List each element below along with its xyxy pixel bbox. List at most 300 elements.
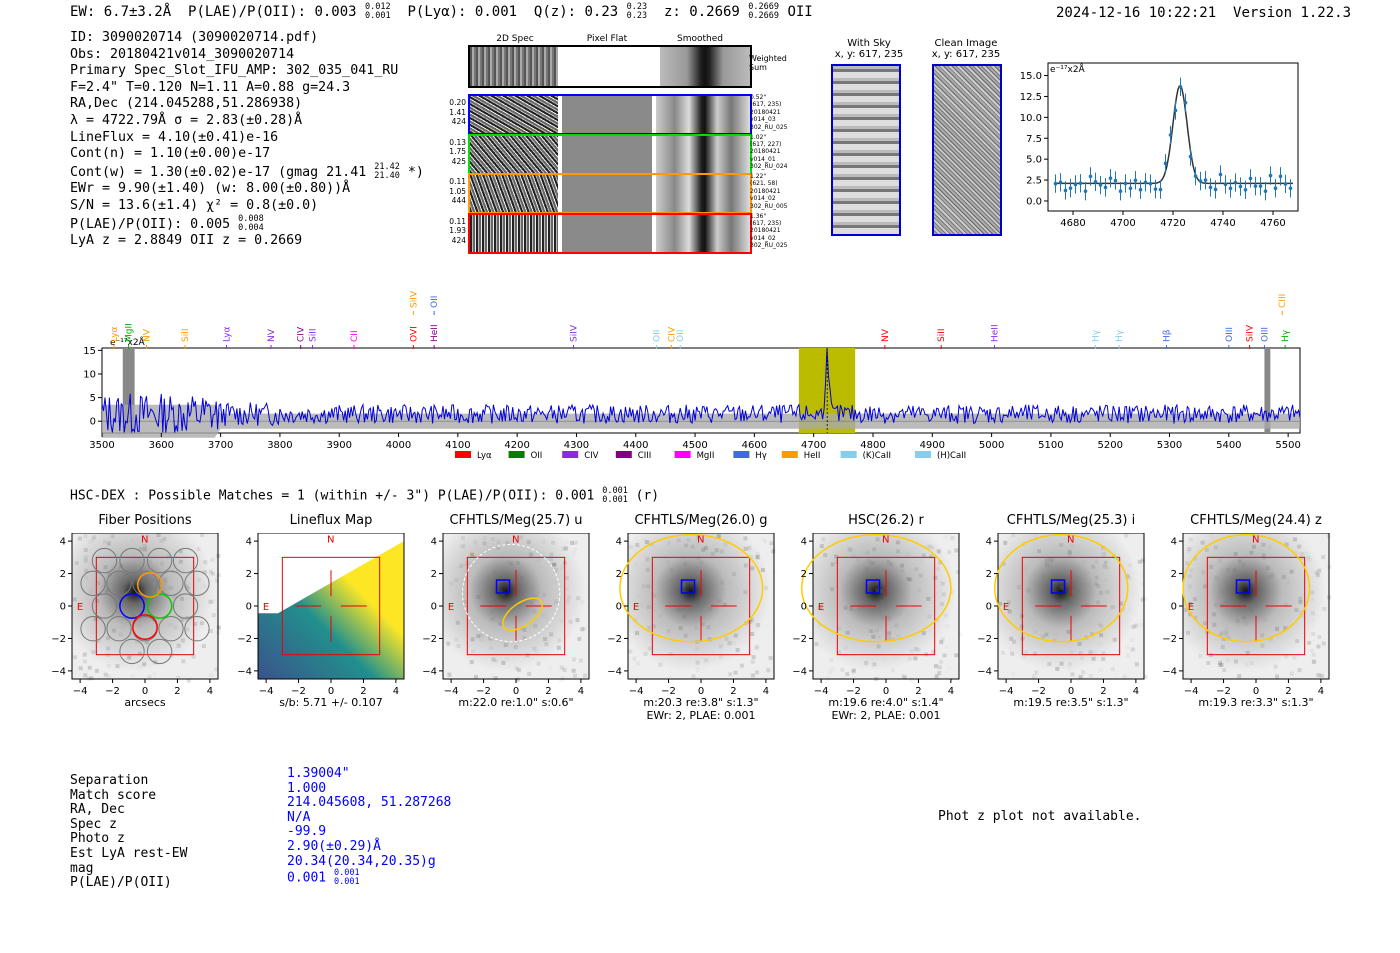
image-noise-pixel [819,644,823,648]
match-label: Separation [70,773,149,788]
image-noise-pixel [461,544,465,548]
image-noise-pixel [490,617,494,621]
image-noise-pixel [73,597,77,601]
header-plae: P(LAE)/P(OII): 0.003 [188,4,357,20]
image-noise-pixel [548,666,552,670]
image-noise-pixel [1020,624,1024,628]
image-noise-pixel [1092,657,1096,661]
image-noise-pixel [1209,565,1213,569]
image-noise-pixel [162,537,166,541]
image-noise-pixel [572,669,576,673]
image-noise-pixel [947,666,951,670]
image-noise-pixel [929,554,933,558]
fit-x-tick-label: 4720 [1160,218,1186,229]
image-noise-pixel [876,537,880,541]
header-plya: P(Lyα): 0.001 [407,4,518,20]
panel-x-tick-label: 2 [915,686,922,697]
fit-data-point [1224,183,1228,187]
image-noise-pixel [1011,671,1015,675]
image-noise-pixel [704,658,708,662]
image-noise-pixel [872,547,876,551]
image-noise-pixel [887,616,891,620]
image-noise-pixel [766,668,770,672]
image-noise-pixel [913,656,917,660]
image-noise-pixel [83,534,87,538]
image-noise-pixel [92,535,96,539]
image-noise-pixel [1201,541,1205,545]
spec-x-tick-label: 5000 [978,440,1005,451]
image-noise-pixel [1293,537,1297,541]
image-noise-pixel [937,671,941,675]
legend-label: CIII [637,451,652,461]
image-noise-pixel [1045,563,1049,567]
header-z-lo: 0.2669 [748,11,780,21]
image-noise-pixel [940,602,944,606]
fit-data-point [1244,188,1248,192]
spec-x-tick-label: 5400 [1216,440,1242,451]
image-noise-pixel [1041,635,1045,639]
image-noise-pixel [1317,635,1321,639]
panel-y-tick-label: 2 [800,569,807,581]
image-noise-pixel [548,638,552,642]
image-noise-pixel [1187,547,1191,551]
spec-x-tick-label: 4000 [385,440,412,451]
image-noise-pixel [927,615,931,619]
spec-x-tick-label: 4600 [741,440,768,451]
image-noise-pixel [919,558,923,562]
fit-data-point [1169,133,1173,137]
image-panel [42,533,228,705]
image-noise-pixel [1250,609,1254,613]
cutout-flat [562,175,652,212]
panel-x-tick-label: −4 [998,686,1014,697]
image-noise-pixel [954,653,958,657]
info-line: RA,Dec (214.045288,51.286938) [70,96,303,112]
north-label: N [327,534,335,546]
cutout-left-stats [440,177,466,206]
image-noise-pixel [667,541,671,545]
image-noise-pixel [736,648,740,652]
with-sky-title [830,38,908,60]
image-noise-pixel [1140,582,1144,586]
with-sky-xy: x, y: 617, 235 [834,49,904,60]
panel-x-tick-label: −2 [846,686,861,697]
cutout-info: 1.02" [750,133,767,141]
panel-x-tick-label: −4 [813,686,829,697]
hsc-dex-heading [70,487,659,505]
image-noise-pixel [516,643,520,647]
fit-data-point [1289,186,1293,190]
image-noise-pixel [871,630,875,634]
image-noise-pixel [542,593,546,597]
clean-xy: x, y: 617, 235 [931,49,1001,60]
fit-data-point [1284,182,1288,186]
info-line: Primary Spec_Slot_IFU_AMP: 302_035_041_RU [70,63,399,79]
image-noise-pixel [687,569,691,573]
image-noise-pixel [647,626,651,630]
image-noise-pixel [898,541,902,545]
image-noise-pixel [475,545,479,549]
image-noise-pixel [203,584,207,588]
panel-y-tick-label: 0 [59,601,66,613]
image-noise-pixel [461,536,465,540]
cutout-2d [470,136,558,173]
header-z: z: 0.2669 [664,4,740,20]
image-noise-pixel [1051,610,1055,614]
image-noise-pixel [744,563,748,567]
hsc-band: (r) [635,488,660,504]
image-noise-pixel [1210,533,1214,537]
image-noise-pixel [1311,632,1315,636]
image-noise-pixel [211,599,215,603]
image-noise-pixel [1139,574,1143,578]
image-noise-pixel [1024,651,1028,655]
image-noise-pixel [723,542,727,546]
emission-line-label: OVI [409,326,420,342]
fit-data-point [1149,182,1153,186]
image-noise-pixel [1311,639,1315,643]
image-noise-pixel [91,650,95,654]
fit-data-point [1174,109,1178,113]
image-noise-pixel [1009,647,1013,651]
emission-line-label: SiII [181,328,192,342]
cutout-row [468,173,752,214]
image-noise-pixel [84,555,88,559]
hsc-plae-lo: 0.001 [602,495,628,505]
image-noise-pixel [1260,644,1264,648]
image-noise-pixel [209,570,213,574]
image-noise-pixel [200,621,204,625]
image-noise-pixel [852,590,856,594]
fit-data-point [1139,188,1143,192]
plae2-hi: 0.008 [238,213,264,224]
panel-title: CFHTLS/Meg(24.4) z [1190,513,1322,528]
image-noise-pixel [1189,569,1193,573]
image-noise-pixel [1067,630,1071,634]
image-noise-pixel [138,558,142,562]
image-noise-pixel [526,653,530,657]
panel-y-tick-label: 4 [985,536,992,548]
image-noise-pixel [469,552,473,556]
emission-line-label: SiIV [1245,324,1256,342]
east-label: E [262,602,270,613]
image-noise-pixel [773,570,777,574]
image-noise-pixel [495,563,499,567]
panel-x-tick-label: 4 [762,686,770,697]
spec-x-tick-label: 5300 [1156,440,1183,451]
image-noise-pixel [884,604,888,608]
emission-line-label: SiII [937,328,948,342]
image-noise-pixel [526,669,530,673]
image-noise-pixel [1105,590,1109,594]
image-noise-pixel [1111,667,1115,671]
fit-data-point [1259,184,1263,188]
image-noise-pixel [699,561,703,565]
image-noise-pixel [933,576,937,580]
emission-line-label: CIII [1278,293,1289,308]
fit-data-point [1249,177,1253,181]
image-noise-pixel [851,555,855,559]
image-noise-pixel [1101,658,1105,662]
image-noise-pixel [1270,573,1274,577]
image-noise-pixel [1321,555,1325,559]
image-noise-pixel [192,655,196,659]
image-noise-pixel [756,623,760,627]
fit-y-tick-label: 10.0 [1019,112,1042,124]
match-values [287,767,451,887]
image-noise-pixel [1054,634,1058,638]
image-noise-pixel [212,613,216,617]
north-label: N [141,534,149,546]
cutout-stat: 0.13 [449,137,466,147]
info-line: F=2.4" T=0.120 N=1.11 A=0.88 g=24.3 [70,79,351,95]
image-noise-pixel [147,675,151,679]
panel-x-tick-label: 0 [882,686,890,697]
fit-data-point [1154,187,1158,191]
image-noise-pixel [551,541,555,545]
image-noise-pixel [677,566,681,570]
fit-data-point [1264,189,1268,193]
cutout-info: 302_RU_025 [750,242,788,250]
image-noise-pixel [725,637,729,641]
image-noise-pixel [642,584,646,588]
image-noise-pixel [197,578,201,582]
image-noise-pixel [755,670,759,674]
image-panel [228,533,414,705]
image-noise-pixel [1081,670,1085,674]
image-noise-pixel [515,666,519,670]
image-noise-pixel [576,618,580,622]
image-noise-pixel [667,629,671,633]
info-line [70,215,424,234]
image-noise-pixel [939,640,943,644]
fit-data-point [1099,183,1103,187]
image-noise-pixel [179,560,183,564]
image-noise-pixel [636,661,640,665]
image-noise-pixel [1131,647,1135,651]
image-noise-pixel [910,649,914,653]
image-noise-pixel [457,644,461,648]
cutout-stat: 424 [451,117,466,126]
image-noise-pixel [937,550,941,554]
image-noise-pixel [152,672,156,676]
image-noise-pixel [901,569,905,573]
image-noise-pixel [756,556,760,560]
header-timestamp-version [1056,5,1351,21]
image-noise-pixel [1275,627,1279,631]
panel-x-tick-label: 0 [141,686,149,697]
image-noise-pixel [859,544,863,548]
image-noise-pixel [1310,598,1314,602]
header-qz: Q(z): 0.23 [533,4,619,20]
image-noise-pixel [491,537,495,541]
image-noise-pixel [669,592,673,596]
image-noise-pixel [732,572,736,576]
panel-caption: m:19.3 re:3.3" s:1.3" [1198,696,1314,709]
image-noise-pixel [552,563,556,567]
panel-caption: EWr: 2, PLAE: 0.001 [646,709,756,722]
image-noise-pixel [168,623,172,627]
image-noise-pixel [835,560,839,564]
image-noise-pixel [1236,619,1240,623]
image-noise-pixel [821,537,825,541]
image-noise-pixel [570,541,574,545]
image-noise-pixel [83,673,87,677]
panel-y-tick-label: 2 [245,569,252,581]
cutout-right-info [750,213,800,250]
image-noise-pixel [747,546,751,550]
image-noise-pixel [939,660,943,664]
image-noise-pixel [728,641,732,645]
image-noise-pixel [1225,586,1229,590]
fit-y-tick-label: 2.5 [1026,175,1042,187]
cutout-info: 302_RU_005 [750,202,788,210]
with-sky-image [831,64,901,236]
image-noise-pixel [572,551,576,555]
panel-y-tick-label: −2 [422,633,437,645]
image-noise-pixel [116,573,120,577]
spec-y-tick-label: 0 [89,416,96,428]
east-label: E [1187,602,1195,613]
image-noise-pixel [1258,597,1262,601]
image-noise-pixel [83,659,87,663]
image-noise-pixel [148,560,152,564]
image-noise-pixel [866,551,870,555]
match-value: 1.000 [287,780,327,796]
image-noise-pixel [449,582,453,586]
spec-x-tick-label: 4300 [563,440,590,451]
image-noise-pixel [878,611,882,615]
image-noise-pixel [1055,667,1059,671]
cutout-info: (617, 227) [750,140,782,148]
image-noise-pixel [490,611,494,615]
image-noise-pixel [160,562,164,566]
image-noise-pixel [629,545,633,549]
image-noise-pixel [1241,635,1245,639]
image-noise-pixel [1219,590,1223,594]
image-noise-pixel [831,562,835,566]
image-noise-pixel [720,550,724,554]
image-noise-pixel [543,637,547,641]
image-noise-pixel [1092,650,1096,654]
image-noise-pixel [579,659,583,663]
panel-y-tick-label: 0 [430,601,437,613]
east-label: E [817,602,825,613]
spec-x-tick-label: 5100 [1038,440,1064,451]
cutout-right-info [750,134,800,171]
image-noise-pixel [1298,600,1302,604]
spec-x-tick-label: 4400 [623,440,649,451]
image-noise-pixel [1109,608,1113,612]
image-noise-pixel [1220,568,1224,572]
match-value: 1.39004" [287,766,350,781]
info-line: EWr = 9.90(±1.40) (w: 8.00(±0.80))Å [70,181,351,197]
image-noise-pixel [684,601,688,605]
image-noise-pixel [131,674,135,678]
line-fit-plot [1010,55,1310,235]
image-noise-pixel [557,646,561,650]
image-noise-pixel [761,568,765,572]
image-noise-pixel [1010,652,1014,656]
image-noise-pixel [1113,638,1117,642]
legend-label: CIV [584,451,599,461]
image-noise-pixel [88,666,92,670]
image-noise-pixel [1214,603,1218,607]
image-noise-pixel [501,661,505,665]
image-noise-pixel [769,656,773,660]
image-noise-pixel [537,557,541,561]
image-noise-pixel [915,567,919,571]
image-noise-pixel [1187,574,1191,578]
image-noise-pixel [1237,674,1241,678]
image-noise-pixel [137,624,141,628]
image-noise-pixel [1292,656,1296,660]
panel-x-tick-label: 4 [392,686,400,697]
image-noise-pixel [877,644,881,648]
match-value: -99.9 [287,824,327,840]
panel-x-tick-label: 2 [1100,686,1107,697]
image-noise-pixel [1262,553,1266,557]
gmag-close: *) [399,164,424,180]
header-z-line: OII [787,4,813,20]
fit-data-point [1159,188,1163,192]
image-noise-pixel [1236,575,1240,579]
image-noise-pixel [1040,559,1044,563]
image-noise-pixel [185,627,189,631]
image-noise-pixel [1251,612,1255,616]
image-noise-pixel [537,662,541,666]
panel-x-tick-label: −4 [628,686,644,697]
image-noise-pixel [743,536,747,540]
image-noise-pixel [840,668,844,672]
header-z-hi: 0.2669 [748,2,780,12]
image-noise-pixel [1095,576,1099,580]
panel-y-tick-label: −4 [607,666,622,678]
panel-caption: m:20.3 re:3.8" s:1.3" [643,696,759,709]
image-noise-pixel [1099,633,1103,637]
image-noise-pixel [683,562,687,566]
panel-caption: EWr: 2, PLAE: 0.001 [831,709,941,722]
image-noise-pixel [448,674,452,678]
image-noise-pixel [1033,630,1037,634]
image-noise-pixel [826,676,830,680]
image-noise-pixel [679,626,683,630]
image-noise-pixel [532,647,536,651]
plae2-lo: 0.004 [238,222,264,233]
cutout-stat: 0.20 [449,98,466,107]
image-noise-pixel [676,578,680,582]
emission-line-label: Hγ [1281,329,1292,342]
image-noise-pixel [954,548,958,552]
image-noise-pixel [111,534,115,538]
image-noise-pixel [1068,662,1072,666]
fit-data-point [1064,189,1068,193]
panel-x-tick-label: 4 [1317,686,1325,697]
fit-data-point [1119,189,1123,193]
header-qz-hi: 0.23 [626,2,648,12]
image-noise-pixel [467,661,471,665]
image-noise-pixel [1297,545,1301,549]
legend-swatch [562,451,578,458]
image-noise-pixel [1039,592,1043,596]
image-noise-pixel [1138,560,1142,564]
image-noise-pixel [581,600,585,604]
image-noise-pixel [197,547,201,551]
image-noise-pixel [494,676,498,680]
image-noise-pixel [583,674,587,678]
emission-line-label: SiII [308,328,319,342]
image-noise-pixel [678,607,682,611]
